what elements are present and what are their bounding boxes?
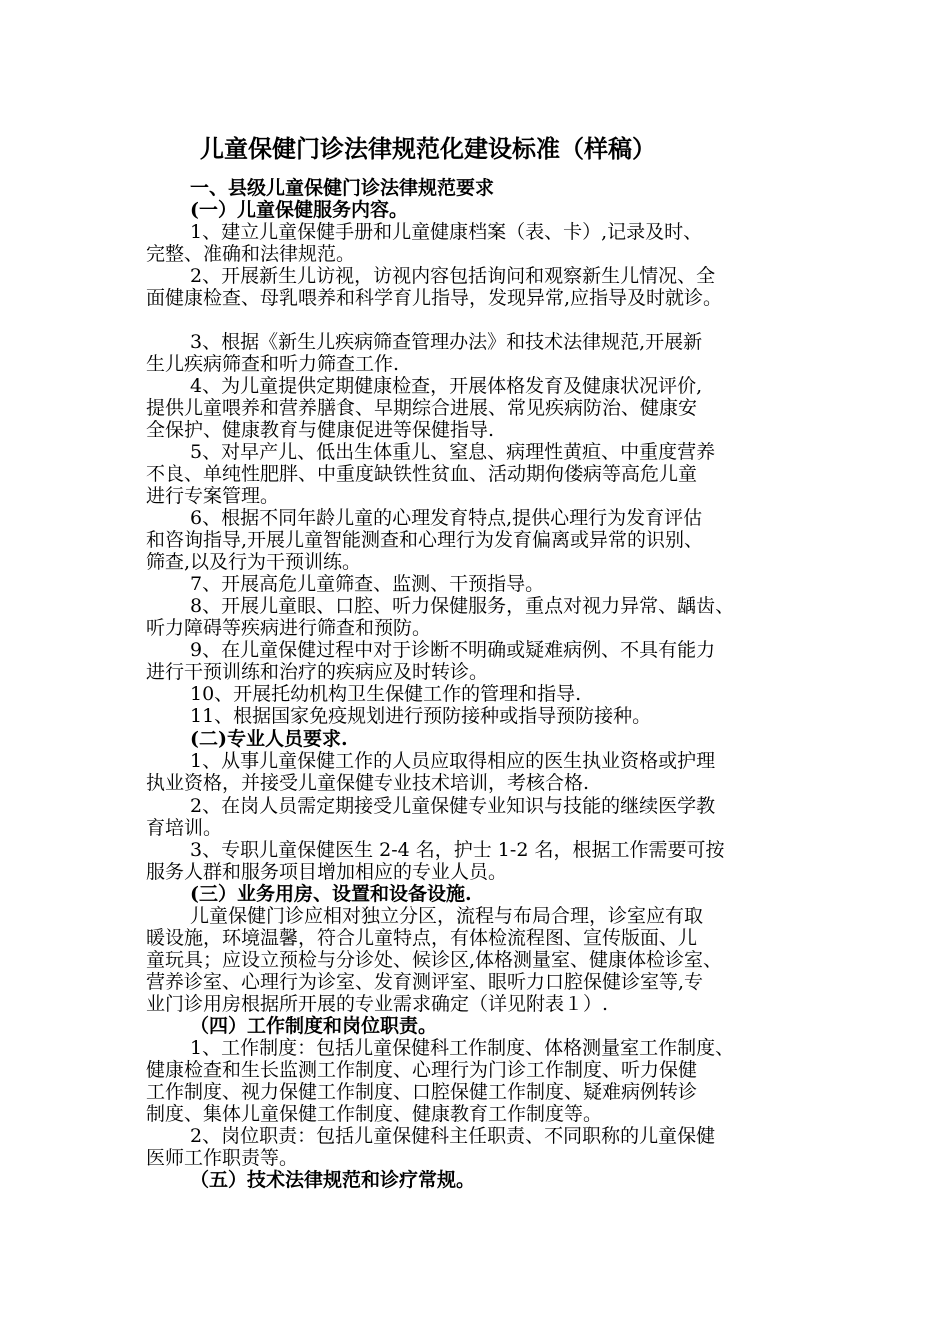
paragraph-line: 1、从事儿童保健工作的人员应取得相应的医生执业资格或护理	[190, 750, 716, 772]
paragraph-line: 面健康检查、母乳喂养和科学育儿指导，发现异常,应指导及时就诊。	[146, 287, 723, 309]
paragraph-line: 进行专案管理。	[146, 485, 280, 507]
paragraph-line: 营养诊室、心理行为诊室、发育测评室、眼听力口腔保健诊室等,专	[146, 971, 704, 993]
paragraph-line: 8、开展儿童眼、口腔、听力保健服务，重点对视力异常、龋齿、	[190, 595, 735, 617]
paragraph-line: 3、专职儿童保健医生 2-4 名，护士 1-2 名，根据工作需要可按	[190, 839, 725, 861]
paragraph-line: 育培训。	[146, 817, 223, 839]
paragraph-line: 1、建立儿童保健手册和儿童健康档案（表、卡）,记录及时、	[190, 221, 703, 243]
paragraph-line: 儿童保健门诊应相对独立分区，流程与布局合理，诊室应有取	[190, 905, 704, 927]
paragraph-line: 2、开展新生儿访视，访视内容包括询问和观察新生儿情况、全	[190, 265, 716, 287]
paragraph-line: 不良、单纯性肥胖、中重度缺铁性贫血、活动期佝偻病等高危儿童	[146, 463, 698, 485]
paragraph-line: 和咨询指导,开展儿童智能测查和心理行为发育偏离或异常的识别、	[146, 529, 704, 551]
paragraph-line: 提供儿童喂养和营养膳食、早期综合进展、常见疾病防治、健康安	[146, 397, 698, 419]
subsection-heading-5: （五）技术法律规范和诊疗常规。	[190, 1169, 476, 1191]
section-heading: 一、县级儿童保健门诊法律规范要求	[190, 177, 495, 199]
paragraph-line: 进行干预训练和治疗的疾病应及时转诊。	[146, 661, 489, 683]
paragraph-line: 9、在儿童保健过程中对于诊断不明确或疑难病例、不具有能力	[190, 639, 716, 661]
paragraph-line: 执业资格，并接受儿童保健专业技术培训，考核合格.	[146, 772, 590, 794]
paragraph-line: 11、根据国家免疫规划进行预防接种或指导预防接种。	[190, 705, 652, 727]
paragraph-line: 听力障碍等疾病进行筛查和预防。	[146, 617, 432, 639]
subsection-heading-2: (二)专业人员要求.	[190, 728, 348, 750]
paragraph-line: 2、在岗人员需定期接受儿童保健专业知识与技能的继续医学教	[190, 795, 716, 817]
subsection-heading-1: (一）儿童保健服务内容。	[190, 199, 408, 221]
paragraph-line: 制度、集体儿童保健工作制度、健康教育工作制度等。	[146, 1103, 603, 1125]
paragraph-line: 健康检查和生长监测工作制度、心理行为门诊工作制度、听力保健	[146, 1059, 698, 1081]
paragraph-line: 6、根据不同年龄儿童的心理发育特点,提供心理行为发育评估	[190, 507, 703, 529]
paragraph-line: 10、开展托幼机构卫生保健工作的管理和指导.	[190, 683, 582, 705]
paragraph-line: 业门诊用房根据所开展的专业需求确定（详见附表１）.	[146, 993, 609, 1015]
page-title: 儿童保健门诊法律规范化建设标准（样稿）	[200, 134, 656, 163]
paragraph-line: 5、对早产儿、低出生体重儿、窒息、病理性黄疸、中重度营养	[190, 441, 716, 463]
paragraph-line: 生儿疾病筛查和听力筛查工作.	[146, 353, 400, 375]
paragraph-line: 医师工作职责等。	[146, 1147, 299, 1169]
paragraph-line: 3、根据《新生儿疾病筛查管理办法》和技术法律规范,开展新	[190, 331, 703, 353]
subsection-heading-4: （四）工作制度和岗位职责。	[190, 1015, 438, 1037]
paragraph-line: 全保护、健康教育与健康促进等保健指导.	[146, 419, 495, 441]
paragraph-line: 2、岗位职责：包括儿童保健科主任职责、不同职称的儿童保健	[190, 1125, 716, 1147]
paragraph-line: 4、为儿童提供定期健康检查，开展体格发育及健康状况评价,	[190, 375, 703, 397]
paragraph-line: 7、开展高危儿童筛查、监测、干预指导。	[190, 573, 545, 595]
paragraph-line: 筛查,以及行为干预训练。	[146, 551, 362, 573]
paragraph-line: 童玩具；应设立预检与分诊处、候诊区,体格测量室、健康体检诊室、	[146, 949, 723, 971]
paragraph-line: 服务人群和服务项目增加相应的专业人员。	[146, 861, 508, 883]
paragraph-line: 完整、准确和法律规范。	[146, 243, 356, 265]
paragraph-line: 暖设施，环境温馨，符合儿童特点，有体检流程图、宣传版面、儿	[146, 927, 698, 949]
subsection-heading-3: (三）业务用房、设置和设备设施.	[190, 883, 472, 905]
paragraph-line: 工作制度、视力保健工作制度、口腔保健工作制度、疑难病例转诊	[146, 1081, 698, 1103]
paragraph-line: 1、工作制度：包括儿童保健科工作制度、体格测量室工作制度、	[190, 1037, 735, 1059]
